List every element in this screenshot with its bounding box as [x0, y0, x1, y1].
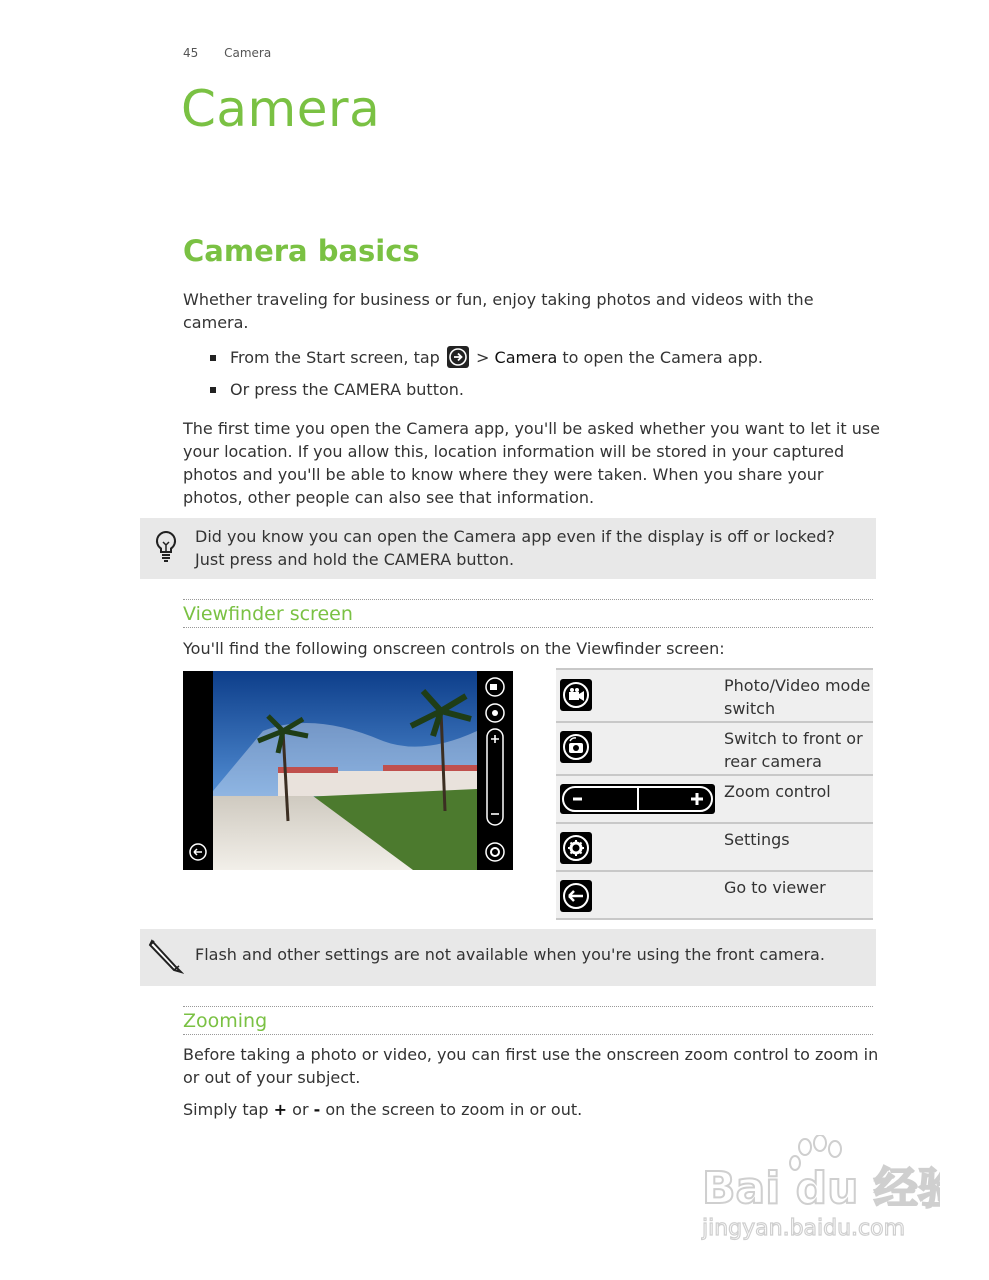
bullet-text: From the Start screen, tap — [230, 348, 440, 367]
header-section: Camera — [224, 46, 272, 60]
zooming-text: or — [287, 1100, 314, 1119]
zooming-text: on the screen to zoom in or out. — [320, 1100, 583, 1119]
tip-box — [140, 518, 876, 579]
note-text: Flash and other settings are not available when you're using the front camera. — [195, 945, 825, 964]
location-paragraph: The first time you open the Camera app, you'll be asked whether you want to let it use your location. If you allow this, location information will be stored in your captured photos and you'll be able to know where they were taken. When you share your photos, other people can also see that information. — [183, 419, 881, 507]
plus-symbol: + — [273, 1100, 288, 1119]
back-arrow-icon — [560, 880, 592, 916]
zooming-heading: Zooming — [183, 1006, 873, 1035]
control-row — [556, 668, 873, 721]
gear-icon — [560, 832, 592, 868]
bullet-item-start-screen — [208, 346, 763, 378]
control-row — [556, 721, 873, 774]
viewfinder-screenshot — [183, 671, 513, 870]
intro-paragraph: Whether traveling for business or fun, enjoy taking photos and videos with the camera. — [183, 290, 814, 332]
viewfinder-intro: You'll find the following onscreen controls on the Viewfinder screen: — [183, 639, 725, 658]
camera-switch-icon — [560, 731, 592, 767]
bullet-marker — [210, 387, 216, 393]
note-box — [140, 929, 876, 986]
control-row — [556, 774, 873, 822]
control-label: Settings — [724, 830, 790, 849]
control-label: Zoom control — [724, 782, 831, 801]
control-label: Switch to front or rear camera — [724, 729, 863, 771]
lightbulb-icon — [154, 530, 178, 568]
bullet-item-camera-button — [208, 378, 763, 410]
bullet-text-end: to open the Camera app. — [557, 348, 763, 367]
bullet-list — [208, 346, 763, 410]
control-label: Go to viewer — [724, 878, 826, 897]
page-number: 45 — [183, 46, 199, 60]
control-row — [556, 870, 873, 920]
watermark-url: jingyan.baidu.com — [702, 1216, 906, 1241]
video-camera-icon — [560, 679, 592, 715]
watermark-brand: Bai du 经验 — [702, 1163, 940, 1214]
page-title: Camera — [181, 80, 381, 138]
pencil-icon — [148, 937, 184, 979]
controls-table — [556, 668, 873, 920]
baidu-watermark — [700, 1135, 940, 1249]
camera-app-name: Camera — [494, 348, 558, 367]
control-label: Photo/Video mode switch — [724, 676, 871, 718]
section-heading: Camera basics — [183, 234, 420, 268]
page-header — [183, 46, 293, 60]
control-row — [556, 822, 873, 870]
zoom-slider-icon — [560, 784, 715, 818]
arrow-right-circle-icon — [447, 346, 469, 368]
zooming-paragraph: Before taking a photo or video, you can first use the onscreen zoom control to zoom in or out of your subject. — [183, 1045, 879, 1087]
minus-symbol: - — [313, 1100, 321, 1119]
zooming-instructions — [183, 1098, 883, 1121]
bullet-separator: > — [470, 348, 495, 367]
zooming-text: Simply tap — [183, 1100, 274, 1119]
tip-text: Did you know you can open the Camera app even if the display is off or locked? Just press and hold the CAMERA button. — [195, 527, 835, 569]
bullet-marker — [210, 355, 216, 361]
bullet-text: Or press the CAMERA button. — [230, 380, 464, 399]
viewfinder-heading: Viewfinder screen — [183, 599, 873, 628]
